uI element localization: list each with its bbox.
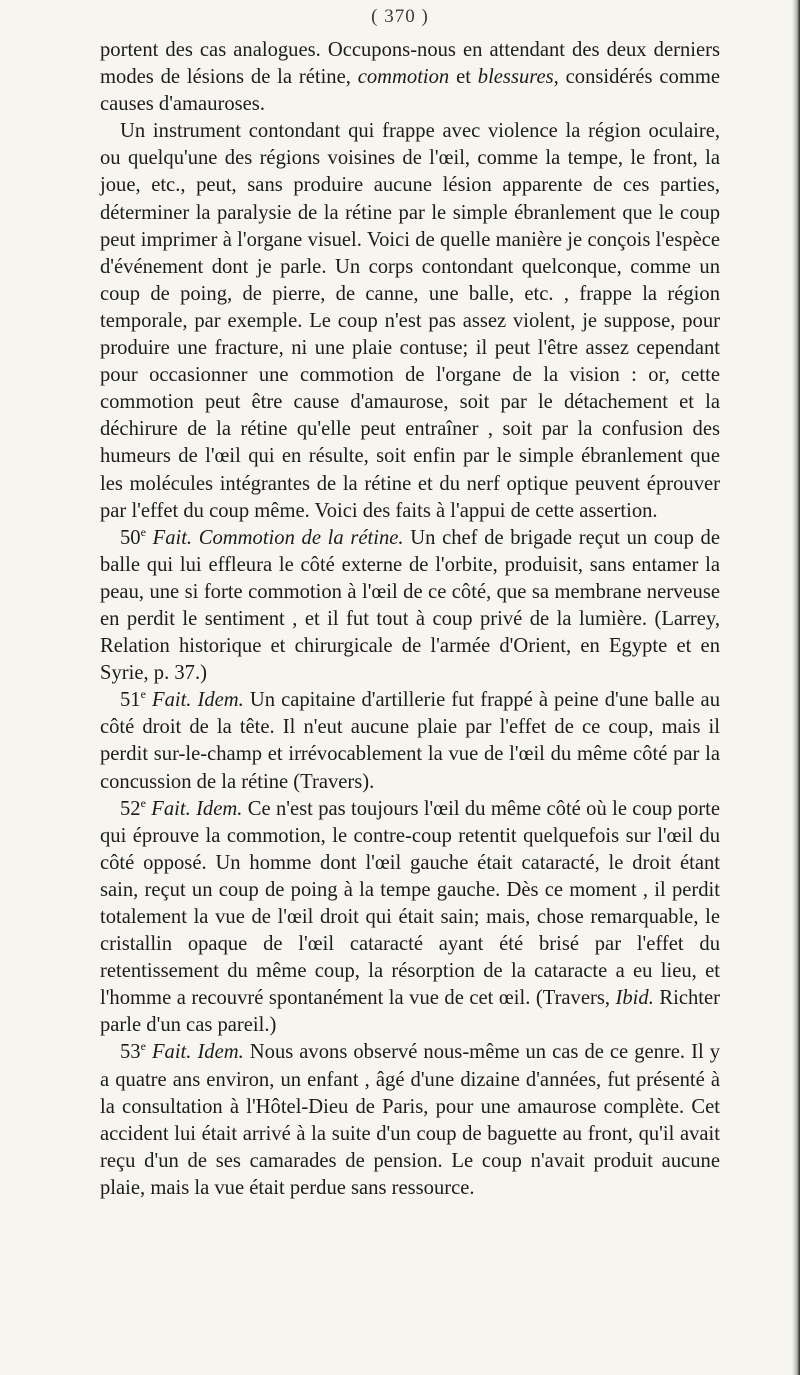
text-run: Fait. Idem. xyxy=(151,689,244,712)
text-run: Un capitaine d'artillerie fut frappé à peine d'une balle au côté droit de la tête. Il n'eut aucune plaie par l'effet de ce coup, mais il perdit sur-le-champ et irrévocablement la vue de l'œil du même côté par la concussion de la rétine (Travers). xyxy=(100,689,720,793)
paragraph-p4 xyxy=(100,796,720,1040)
text-run: , considérés comme causes d'amauroses. xyxy=(100,66,720,116)
text-run: 51 xyxy=(120,689,141,712)
paragraph-p3 xyxy=(100,687,720,795)
text-run: Fait. Idem. xyxy=(151,1041,244,1064)
text-run: portent des cas analogues. Occupons-nous en attendant des deux derniers modes de lésions de la rétine, xyxy=(100,39,720,89)
paragraph-p2 xyxy=(100,525,720,688)
text-run: e xyxy=(140,1039,146,1054)
paragraph-p5 xyxy=(100,1039,720,1202)
text-run: Ce n'est pas toujours l'œil du même côté où le coup porte qui éprouve la commotion, le contre-coup retentit quelquefois sur l'œil du côté opposé. Un homme dont l'œil gauche était cataracté, le droit étant sain, reçut un coup de poing à la tempe gauche. Dès ce moment , il perdit totalement la vue de l'œil droit qui était sain; mais, chose remarquable, le cristallin opaque de l'œil cataracté ayant été brisé par l'effet du retentissement du même coup, la résorption de la cataracte a eu lieu, et l'homme a recouvré spontanément la vue de cet œil. (Travers, xyxy=(100,797,720,1010)
text-run: 50 xyxy=(120,526,141,549)
text-run: 53 xyxy=(120,1041,141,1064)
paragraph-p0 xyxy=(100,37,720,118)
paragraph-p1 xyxy=(100,118,720,524)
text-run: 52 xyxy=(120,797,141,820)
body-text xyxy=(100,37,720,1202)
text-run: e xyxy=(140,795,146,810)
page-number: ( 370 ) xyxy=(371,6,429,27)
text-run: Un instrument contondant qui frappe avec violence la région oculaire, ou quelqu'une des régions voisines de l'œil, comme la tempe, le front, la joue, etc., peut, sans produire aucune lésion apparente de ces parties, déterminer la paralysie de la rétine par le simple ébranlement que le coup peut imprimer à l'organe visuel. Voici de quelle manière je conçois l'espèce d'événement dont je parle. Un corps contondant quelconque, comme un coup de poing, de pierre, de canne, une balle, etc. , frappe la région temporale, par exemple. Le coup n'est pas assez violent, je suppose, pour produire une fracture, ni une plaie contuse; il peut l'être assez cependant pour occasionner une commotion de l'organe de la vision : or, cette commotion peut être cause d'amaurose, soit par le détachement et la déchirure de la rétine qu'elle peut entraîner , soit par la confusion des humeurs de l'œil qui en résulte, soit enfin par le simple ébranlement que les molécules intégrantes de la rétine et du nerf optique peuvent éprouver par l'effet du coup même. Voici des faits à l'appui de cette assertion. xyxy=(100,120,720,522)
text-run: e xyxy=(140,524,146,539)
text-run: commotion xyxy=(357,66,450,89)
text-run: e xyxy=(140,687,146,702)
text-run: Nous avons observé nous-même un cas de ce genre. Il y a quatre ans environ, un enfant , âgé d'une dizaine d'années, fut présenté à la consultation à l'Hôtel-Dieu de Paris, pour une amaurose complète. Cet accident lui était arrivé à la suite d'un coup de baguette au front, qu'il avait reçu d'un de ses camarades de pension. Le coup n'avait produit aucune plaie, mais la vue était perdue sans ressource. xyxy=(100,1041,720,1199)
text-run: Fait. Commotion de la rétine. xyxy=(152,526,404,549)
text-run: Fait. Idem. xyxy=(151,797,243,820)
text-run: blessures xyxy=(477,66,554,89)
text-run: et xyxy=(449,66,478,89)
text-run: Un chef de brigade reçut un coup de balle qui lui effleura le côté externe de l'orbite, produisit, sans entamer la peau, une si forte commotion à l'œil de ce côté, que sa membrane nerveuse en perdit le sentiment , et il fut tout à coup privé de la lumière. (Larrey, Relation historique et chirurgicale de l'armée d'Orient, en Egypte et en Syrie, p. 37.) xyxy=(100,526,720,685)
text-run: Richter parle d'un cas pareil.) xyxy=(100,987,720,1037)
text-run xyxy=(146,527,153,549)
page-edge-shadow xyxy=(792,0,800,1375)
text-run: Ibid. xyxy=(615,987,654,1010)
